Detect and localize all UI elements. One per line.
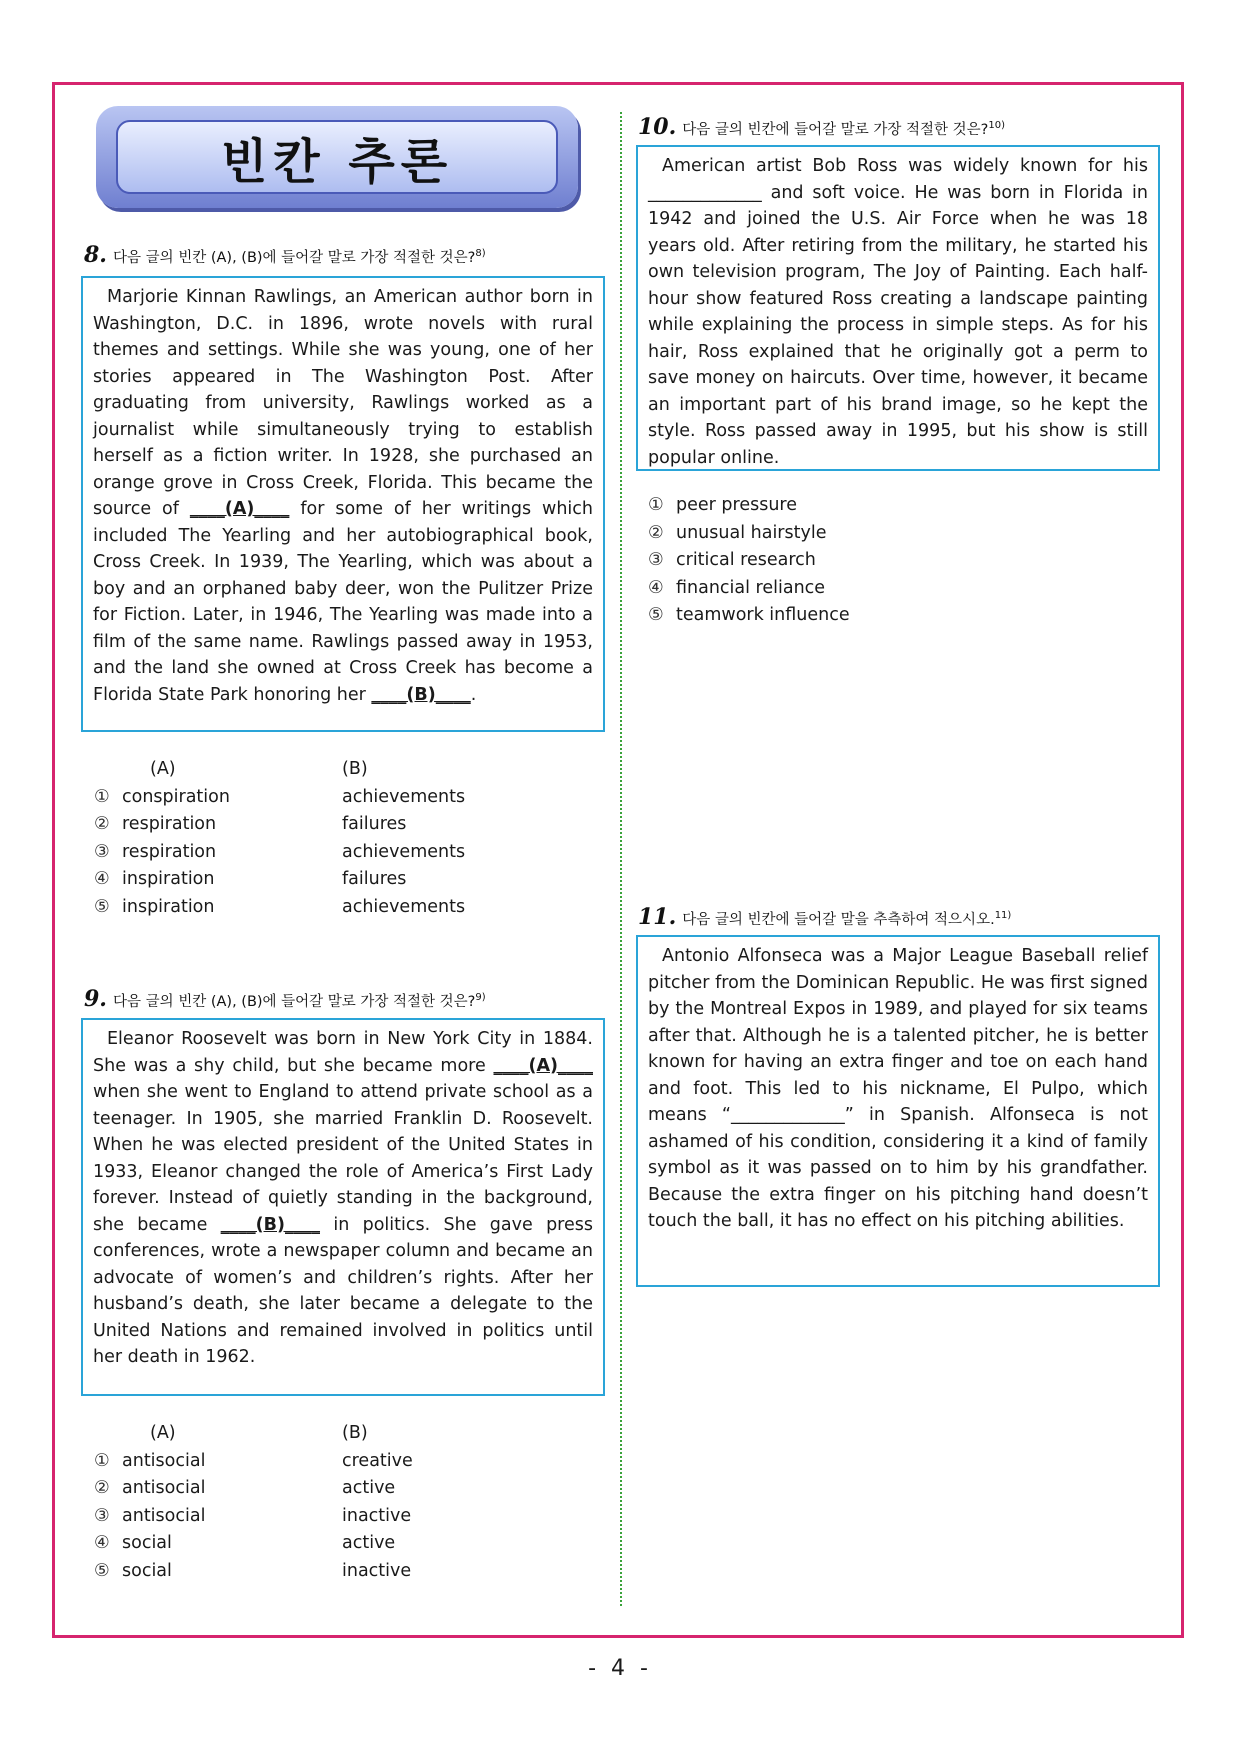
option-3[interactable]: [94, 839, 465, 867]
option-2[interactable]: [94, 811, 465, 839]
option-4[interactable]: [94, 866, 465, 894]
option-b-text: failures: [342, 814, 407, 834]
option-b-text: inactive: [342, 1560, 412, 1581]
option-4[interactable]: [648, 575, 850, 603]
option-5[interactable]: [94, 894, 465, 922]
question-10-number: 10.: [638, 114, 677, 140]
options-header-b: (B): [342, 759, 368, 779]
question-11-passage-box: [636, 935, 1160, 1287]
options-header: [94, 1420, 413, 1448]
option-a-text: social: [122, 1560, 172, 1581]
option-b-text: achievements: [342, 896, 466, 917]
question-8-passage-box: [81, 276, 605, 732]
blank-b: ____(B)____: [371, 684, 471, 705]
question-10-passage-box: [636, 145, 1160, 471]
option-number: ⑤: [94, 896, 110, 917]
option-b-text: failures: [342, 869, 407, 889]
question-9-footnote: 9): [475, 992, 486, 1004]
option-2[interactable]: [94, 1475, 413, 1503]
option-number: ③: [94, 1505, 110, 1526]
option-a-text: respiration: [122, 841, 217, 862]
option-2[interactable]: [648, 520, 850, 548]
option-text: teamwork influence: [676, 605, 850, 625]
option-a-text: antisocial: [122, 1505, 206, 1526]
options-header-b: (B): [342, 1423, 368, 1443]
option-b-text: active: [342, 1478, 396, 1498]
option-number: ①: [648, 495, 664, 515]
passage-text: when she went to England to attend private school as a teenager. In 1905, she married Franklin D. Roosevelt. When he was elected president of the United States in 1933, Eleanor changed the role of America’s First Lady forever. Instead of quietly standing in the background, she became: [93, 1082, 593, 1235]
option-b-text: active: [342, 1533, 396, 1553]
option-number: ④: [94, 1533, 110, 1553]
question-9-header: [84, 986, 486, 1012]
option-number: ①: [94, 1450, 110, 1471]
question-11-header: [638, 904, 1011, 930]
option-number: ①: [94, 786, 110, 807]
question-8-header: [84, 242, 486, 268]
question-9-number: 9.: [84, 986, 107, 1012]
option-3[interactable]: [648, 547, 850, 575]
options-header: [94, 756, 465, 784]
question-11-footnote: 11): [994, 910, 1012, 922]
question-9-passage-box: [81, 1018, 605, 1396]
option-1[interactable]: [94, 784, 465, 812]
question-9-passage: [93, 1026, 593, 1371]
option-a-text: inspiration: [122, 869, 215, 889]
blank-a: ____(A)____: [493, 1055, 593, 1076]
question-8-passage: [93, 284, 593, 708]
question-10-prompt: 다음 글의 빈칸에 들어갈 말로 가장 적절한 것은?: [682, 122, 989, 138]
option-number: ②: [94, 814, 110, 834]
question-10-header: [638, 114, 1005, 140]
option-a-text: inspiration: [122, 896, 215, 917]
option-b-text: achievements: [342, 841, 466, 862]
question-9-prompt: 다음 글의 빈칸 (A), (B)에 들어갈 말로 가장 적절한 것은?: [112, 994, 476, 1010]
option-a-text: antisocial: [122, 1450, 206, 1471]
option-number: ③: [648, 550, 664, 570]
section-title-inner: [116, 120, 558, 194]
option-number: ④: [94, 869, 110, 889]
option-a-text: antisocial: [122, 1478, 206, 1498]
option-number: ②: [94, 1478, 110, 1498]
option-b-text: creative: [342, 1450, 413, 1471]
question-11-passage: Antonio Alfonseca was a Major League Baseball relief pitcher from the Dominican Republic. He was first signed by the Montreal Expos in 1989, and played for six teams after that. Although he is a talented pitcher, he is better known for having an extra finger and toe on each hand and foot. This led to his nickname, El Pulpo, which means “_____________” in Spanish. Alfonseca is not ashamed of his condition, considering it a kind of family symbol as it was passed on to him by his grandfather. Because the extra finger on his pitching hand doesn’t touch the ball, it has no effect on his pitching abilities.: [648, 946, 1148, 1231]
option-b-text: achievements: [342, 786, 466, 807]
option-b-text: inactive: [342, 1505, 412, 1526]
option-text: unusual hairstyle: [676, 522, 827, 543]
option-3[interactable]: [94, 1503, 413, 1531]
question-8-options: [94, 756, 465, 921]
passage-text: Eleanor Roosevelt was born in New York City in 1884. She was a shy child, but she became more: [93, 1029, 593, 1076]
question-8-number: 8.: [84, 242, 107, 268]
passage-text: Marjorie Kinnan Rawlings, an American author born in Washington, D.C. in 1896, wrote novels with rural themes and settings. While she was young, one of her stories appeared in The Washington Post. After graduating from university, Rawlings worked as a journalist while simultaneously trying to establish herself as a fiction writer. In 1928, she purchased an orange grove in Cross Creek, Florida. This became the source of: [93, 287, 593, 519]
option-1[interactable]: [94, 1448, 413, 1476]
option-5[interactable]: [648, 602, 850, 630]
question-11-prompt: 다음 글의 빈칸에 들어갈 말을 추측하여 적으시오.: [682, 912, 995, 928]
option-a-text: social: [122, 1533, 172, 1553]
option-number: ②: [648, 522, 664, 543]
option-number: ⑤: [94, 1560, 110, 1581]
option-number: ④: [648, 577, 664, 598]
option-5[interactable]: [94, 1558, 413, 1586]
question-10-passage: American artist Bob Ross was widely known for his _____________ and soft voice. He was born in Florida in 1942 and joined the U.S. Air Force when he was 18 years old. After retiring from the military, he started his own television program, The Joy of Painting. Each half-hour show featured Ross creating a landscape painting while explaining the process in simple steps. As for his hair, Ross explained that he originally got a perm to save money on haircuts. Over time, however, it became an important part of his brand image, so he kept the style. Ross passed away in 1995, but his show is still popular online.: [648, 156, 1148, 468]
question-11-number: 11.: [638, 904, 677, 930]
option-text: critical research: [676, 550, 816, 570]
blank-b: ____(B)____: [220, 1214, 321, 1235]
option-1[interactable]: [648, 492, 850, 520]
passage-text: in politics. She gave press conferences, wrote a newspaper column and became an advocate of women’s and children’s rights. After her husband’s death, she later became a delegate to the United Nations and remained involved in politics until her death in 1962.: [93, 1214, 593, 1367]
question-8-footnote: 8): [475, 248, 486, 260]
column-divider: [620, 112, 622, 1606]
section-title: 빈칸 추론: [220, 133, 454, 190]
option-a-text: respiration: [122, 814, 217, 834]
options-header-a: (A): [150, 1423, 176, 1443]
passage-text: .: [470, 684, 477, 705]
page-number: - 4 -: [588, 1656, 652, 1681]
passage-text: for some of her writings which included The Yearling and her autobiographical book, Cross Creek. In 1939, The Yearling, which was about a boy and an orphaned baby deer, won the Pulitzer Prize for Fiction. Later, in 1946, The Yearling was made into a film of the same name. Rawlings passed away in 1953, and the land she owned at Cross Creek has become a Florida State Park honoring her: [93, 499, 594, 705]
question-10-options: [648, 492, 850, 630]
option-number: ③: [94, 841, 110, 862]
question-9-options: [94, 1420, 413, 1585]
option-4[interactable]: [94, 1530, 413, 1558]
section-title-banner: [96, 106, 578, 208]
option-number: ⑤: [648, 605, 664, 625]
option-text: financial reliance: [676, 577, 826, 598]
option-text: peer pressure: [676, 495, 797, 515]
options-header-a: (A): [150, 759, 176, 779]
question-8-prompt: 다음 글의 빈칸 (A), (B)에 들어갈 말로 가장 적절한 것은?: [112, 250, 476, 266]
question-10-footnote: 10): [988, 120, 1006, 132]
blank-a: ____(A)____: [189, 499, 290, 519]
option-a-text: conspiration: [122, 786, 230, 807]
